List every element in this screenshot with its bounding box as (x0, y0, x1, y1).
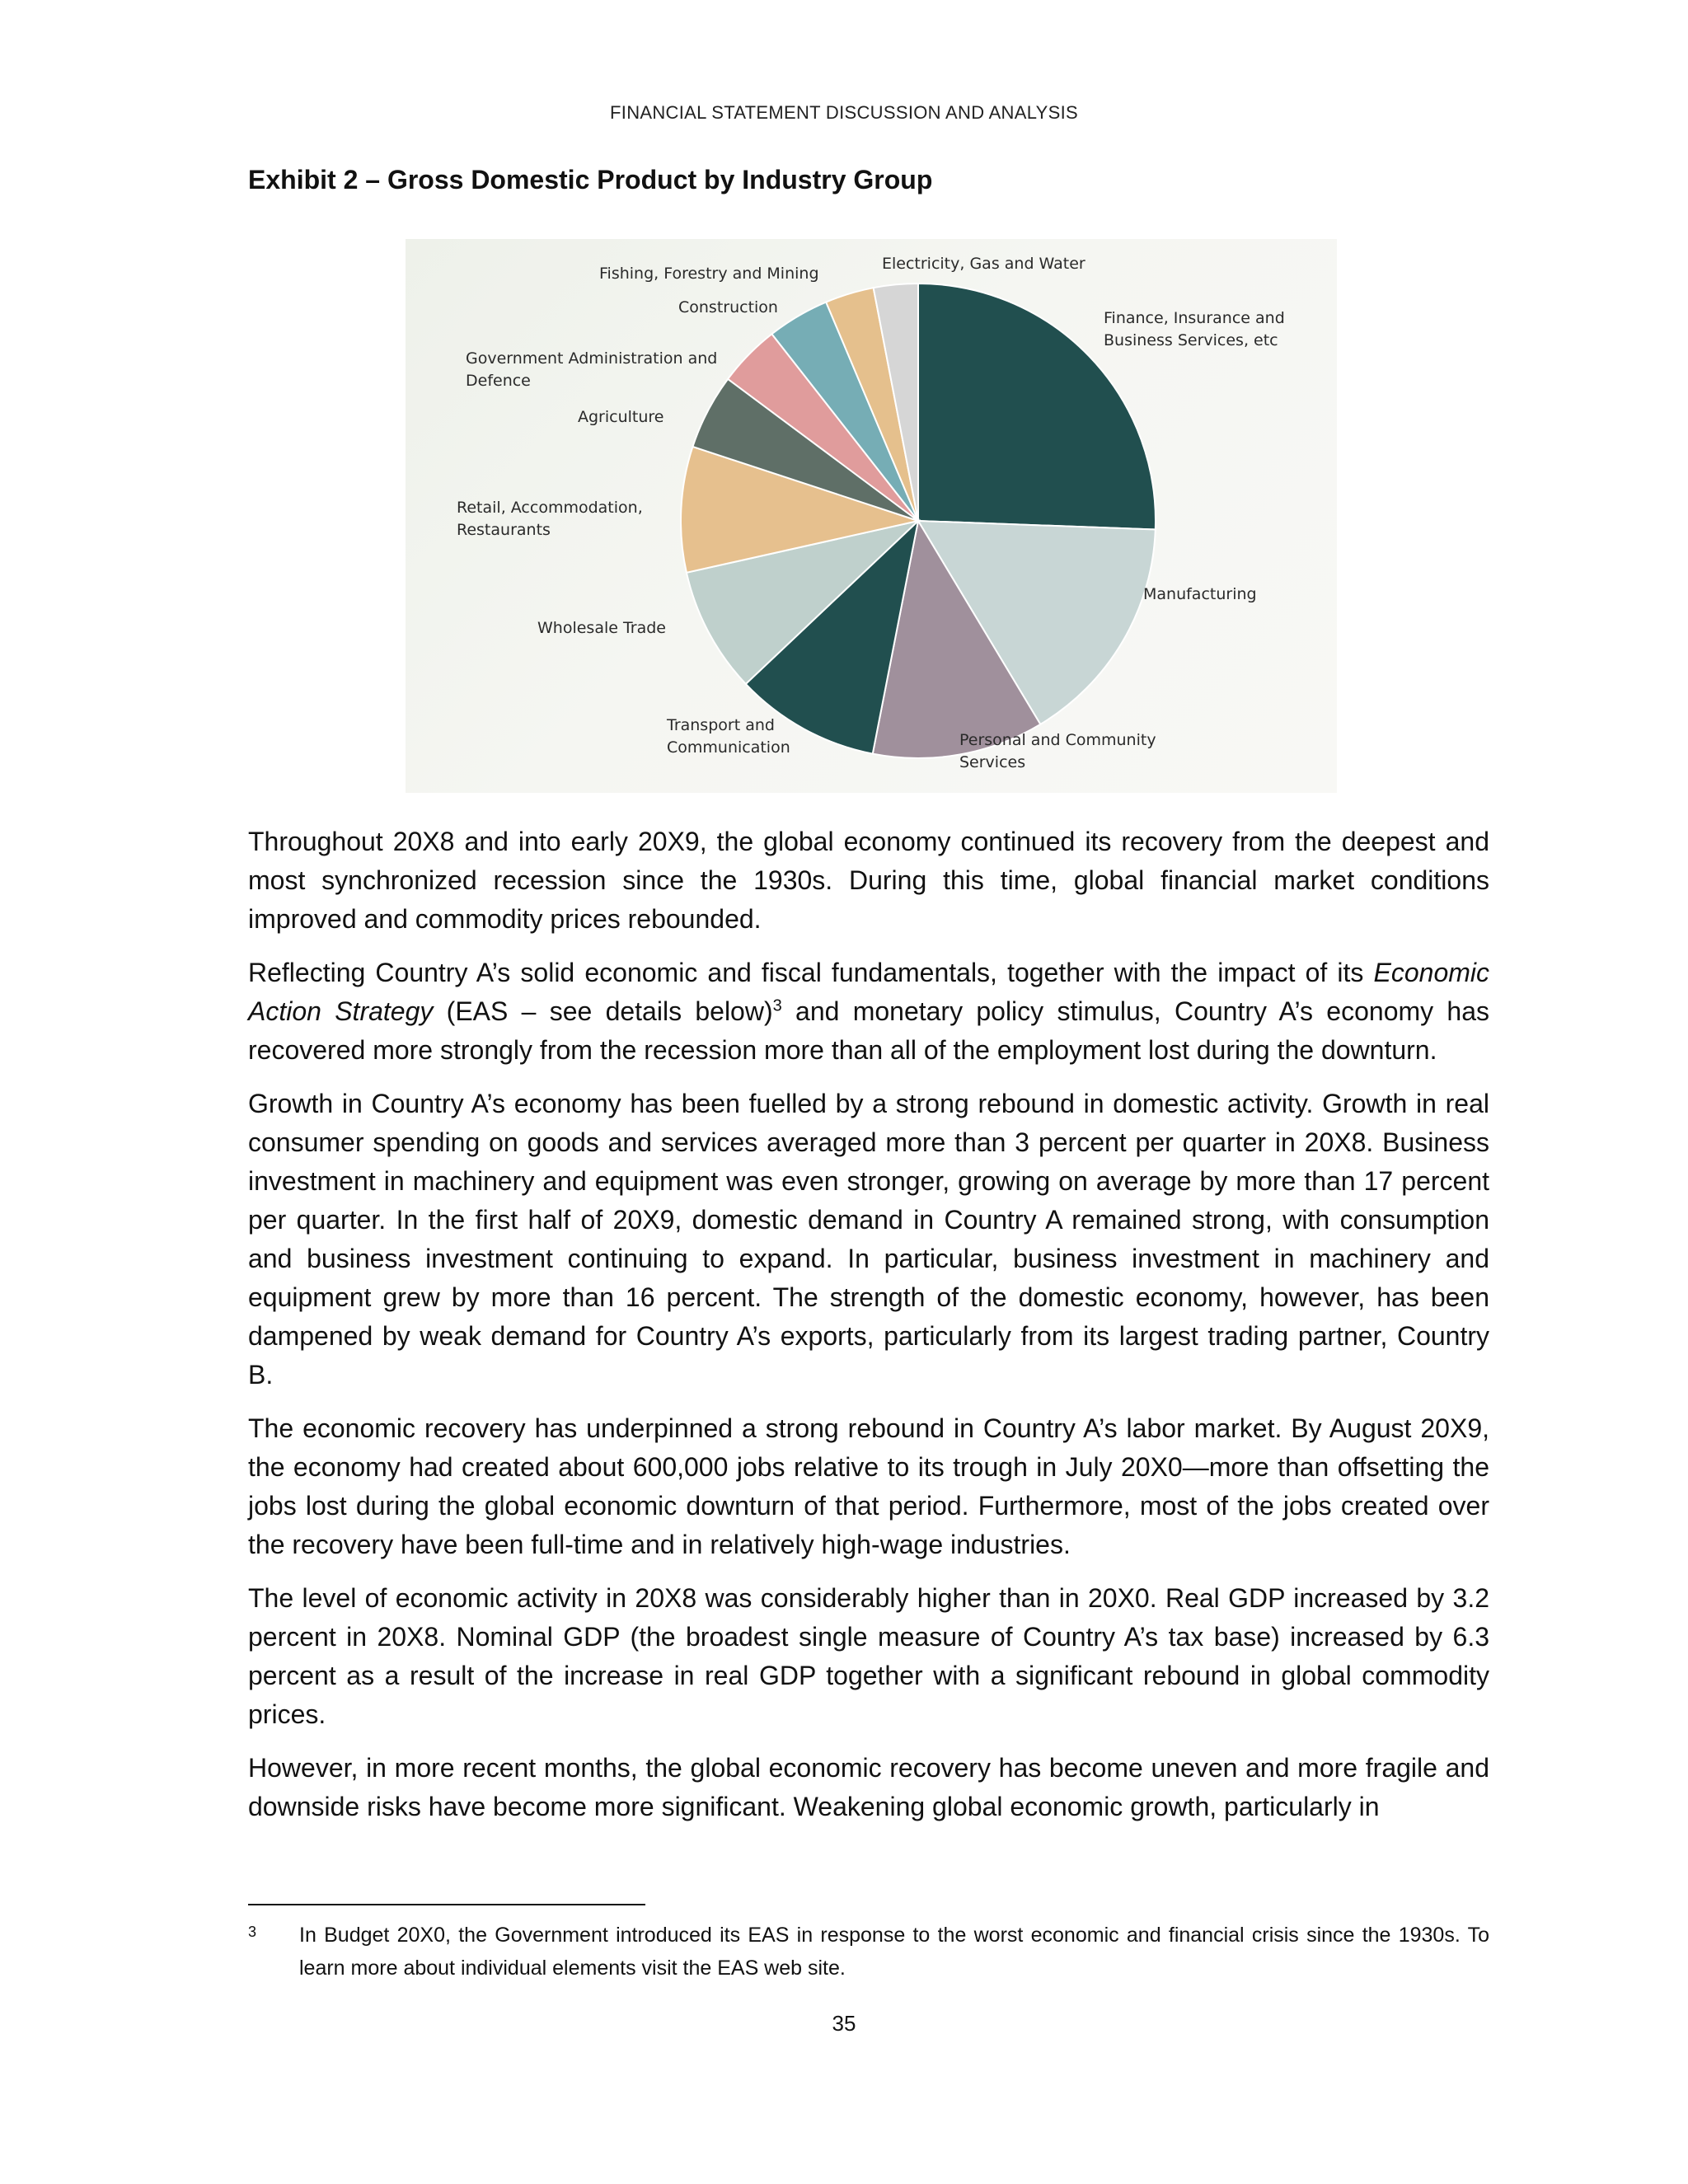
pie-chart-svg (406, 239, 1337, 793)
page-number: 35 (832, 2011, 856, 2036)
paragraph-downside-risks: However, in more recent months, the global economic recovery has become uneven and more fragile and downside risks have become more significant. Weakening global economic growth, particularly in (248, 1753, 1489, 1821)
exhibit-title: Exhibit 2 – Gross Domestic Product by Industry Group (248, 165, 933, 194)
footnote-reference[interactable]: 3 (772, 996, 782, 1015)
eas-italic: Economic Action Strategy (248, 958, 1489, 1026)
label-fishing-forestry-mining: Fishing, Forestry and Mining (599, 265, 819, 283)
body-text (248, 823, 1489, 1841)
paragraph-eas-stimulus: Reflecting Country A’s solid economic and fiscal fundamentals, together with the impact of its Economic Action Strategy (EAS – see details below)$^3$ and monetary policy stimulus, Country A’s economy has recovered more strongly from the recession more than all of the employment lost during the downturn. (248, 958, 1490, 1065)
label-manufacturing: Manufacturing (1143, 585, 1257, 603)
pie-chart (406, 239, 1337, 793)
label-government-administration-defence: Government Administration and Defence (466, 349, 718, 390)
label-transport-communication: Transport and Communication (667, 716, 790, 757)
label-construction: Construction (678, 298, 778, 316)
label-electricity-gas-water: Electricity, Gas and Water (882, 255, 1085, 273)
paragraph-gdp-level: The level of economic activity in 20X8 was considerably higher than in 20X0. Real GDP increased by 3.2 percent in 20X8. Nominal GDP (the broadest single measure of Country A’s tax base) increased by 6.3 percent as a result of the increase in real GDP together with a significant rebound in global commodity prices. (248, 1583, 1489, 1729)
label-personal-community-services: Personal and Community Services (959, 731, 1156, 771)
pie-slices (681, 284, 1156, 758)
footnote-mark: 3 (248, 1924, 257, 1940)
label-wholesale-trade: Wholesale Trade (537, 619, 666, 637)
running-header: FINANCIAL STATEMENT DISCUSSION AND ANALYSIS (610, 102, 1078, 123)
label-agriculture: Agriculture (578, 408, 664, 426)
footnote (248, 1919, 1489, 1985)
paragraph-labor-market: The economic recovery has underpinned a strong rebound in Country A’s labor market. By August 20X9, the economy had created about 600,000 jobs relative to its trough in July 20X0—more than offsetting the jobs lost during the global economic downturn of that period. Furthermore, most of the jobs created over the recovery have been full-time and in relatively high-wage industries. (248, 1413, 1489, 1559)
label-finance-insurance-business: Finance, Insurance and Business Services, etc (1104, 309, 1285, 349)
paragraph-global-recovery: Throughout 20X8 and into early 20X9, the global economy continued its recovery from the deepest and most synchronized recession since the 1930s. During this time, global financial market conditions improved and commodity prices rebounded. (248, 827, 1489, 934)
label-retail-accommodation-restaurants: Retail, Accommodation, Restaurants (457, 499, 643, 539)
paragraph-domestic-growth: Growth in Country A’s economy has been fuelled by a strong rebound in domestic activity. Growth in real consumer spending on goods and services averaged more than 3 percent per quarter in 20X8. Business investment in machinery and equipment was even stronger, growing on average by more than 17 percent per quarter. In the first half of 20X9, domestic demand in Country A remained strong, with consumption and business investment continuing to expand. In particular, business investment in machinery and equipment grew by more than 16 percent. The strength of the domestic economy, however, has been dampened by weak demand for Country A’s exports, particularly from its largest trading partner, Country B. (248, 1089, 1489, 1390)
footnote-text: In Budget 20X0, the Government introduced its EAS in response to the worst economic and financial crisis since the 1930s. To learn more about individual elements visit the EAS web site. (299, 1924, 1489, 1980)
footnote-divider (248, 1904, 645, 1905)
